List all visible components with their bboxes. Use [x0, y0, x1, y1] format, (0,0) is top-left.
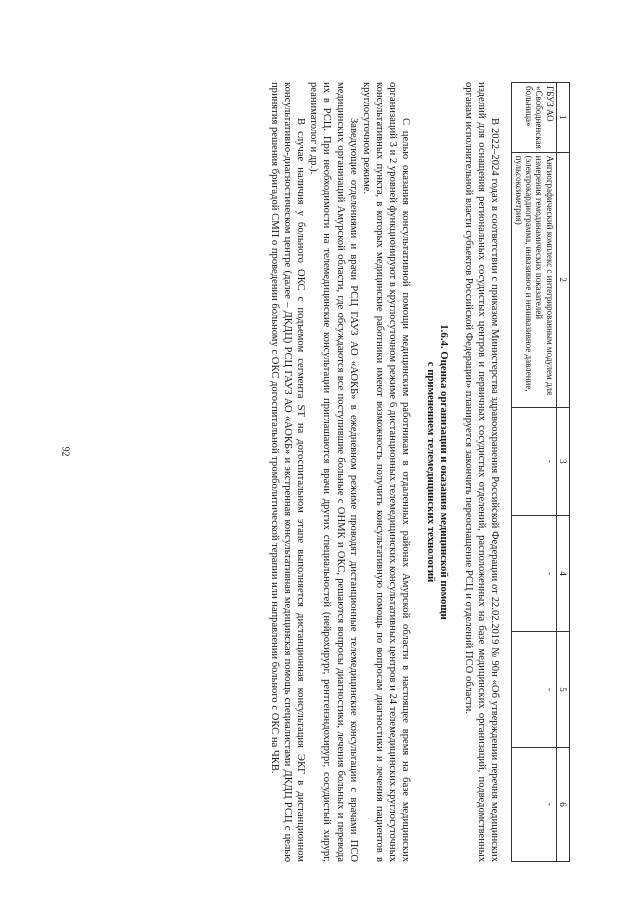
table-header-cell: 3 — [556, 407, 569, 516]
equipment-cell: Ангиографический комплекс с интегрированным модулем для измерения гемодинамических показателей (электрокардиограмма, инвазивное и неинвазивное давление, пульсоксиметрия) — [512, 152, 556, 407]
rotated-content — [70, 82, 570, 862]
table-header-cell: 2 — [556, 152, 569, 407]
table-cell: - — [512, 747, 556, 861]
paragraph-equipment: В 2022–2024 годах в соответствии с приказом Министерства здравоохранения Российской Федерации от 22.02.2019 № 90н «Об утверждении перечня медицинских изделий для оснащения региональных сосудистых центров и первичных сосудистых отделений, расположенных на базе медицинских организаций, подведомственных органам исполнительной власти субъектов Российской Федерации» планируется закончить переоснащение РСЦ и отделений ПСО области. — [463, 82, 501, 862]
organization-cell: ГБУЗ АО «Свободненская больница» — [512, 83, 556, 153]
paragraph-consultations: Заведующие отделениями и врачи РСЦ ГАУЗ АО «АОКБ» в ежедневном режиме проводят дистанционные телемедицинские консультации с врачами ПСО медицинских организаций Амурской области, где обсуждаются все поступившие больные с ОНМК и ОКС, решаются вопросы диагностики, лечения больных и перевода их в РСЦ. При необходимости на телемедицинские консультации приглашаются врачи других специальностей (нейрохирург, рентгенэндохирург, сосудистый хирург, реаниматолог и др.). — [308, 82, 359, 862]
table-cell: - — [512, 632, 556, 748]
table-cell: - — [512, 516, 556, 632]
table-header-row — [556, 83, 569, 862]
table-header-cell: 5 — [556, 632, 569, 748]
paragraph-telemedicine-centers: С целью оказания консультативной помощи медицинским работникам в отдаленных районах Амурской области в настоящее время на базе медицинских организаций 3 и 2 уровней функционируют в круглосуточном режиме 6 дистанционных телемедицинских консультативных центров и 24 телемедицинских круглосуточных консультативных пункта, в которых медицинские работники имеют возможность получить консультативную помощь по вопросам диагностики и лечения пациентов в круглосуточном режиме. — [360, 82, 411, 862]
section-heading-line2: с применением телемедицинских технологий — [425, 361, 437, 583]
section-heading — [424, 82, 450, 862]
section-heading-line1: 1.6.4. Оценка организации и оказания медицинской помощи — [438, 324, 450, 620]
page-number: 92 — [59, 446, 71, 457]
paragraph-acs-ecg: В случае наличия у больного ОКС с подъемом сегмента ST на догоспитальном этапе выполняется дистанционная консультация ЭКГ в дистанционном консультативно-диагностическом центре (далее – ДКДЦ) РСЦ ГАУЗ АО «АОКБ» и экстренная консультативная медицинская помощь специалистами ДКДЦ РСЦ с целью принятия решения бригадой СМП о проведении больному с ОКС догоспитальной тромболитической терапии или направлении больного с ОКС на ЧКВ. — [269, 82, 307, 862]
table-row — [512, 83, 556, 862]
table-header-cell: 6 — [556, 747, 569, 861]
table-header-cell: 1 — [556, 83, 569, 153]
table-cell: - — [512, 407, 556, 516]
table-header-cell: 4 — [556, 516, 569, 632]
equipment-table — [511, 82, 570, 862]
